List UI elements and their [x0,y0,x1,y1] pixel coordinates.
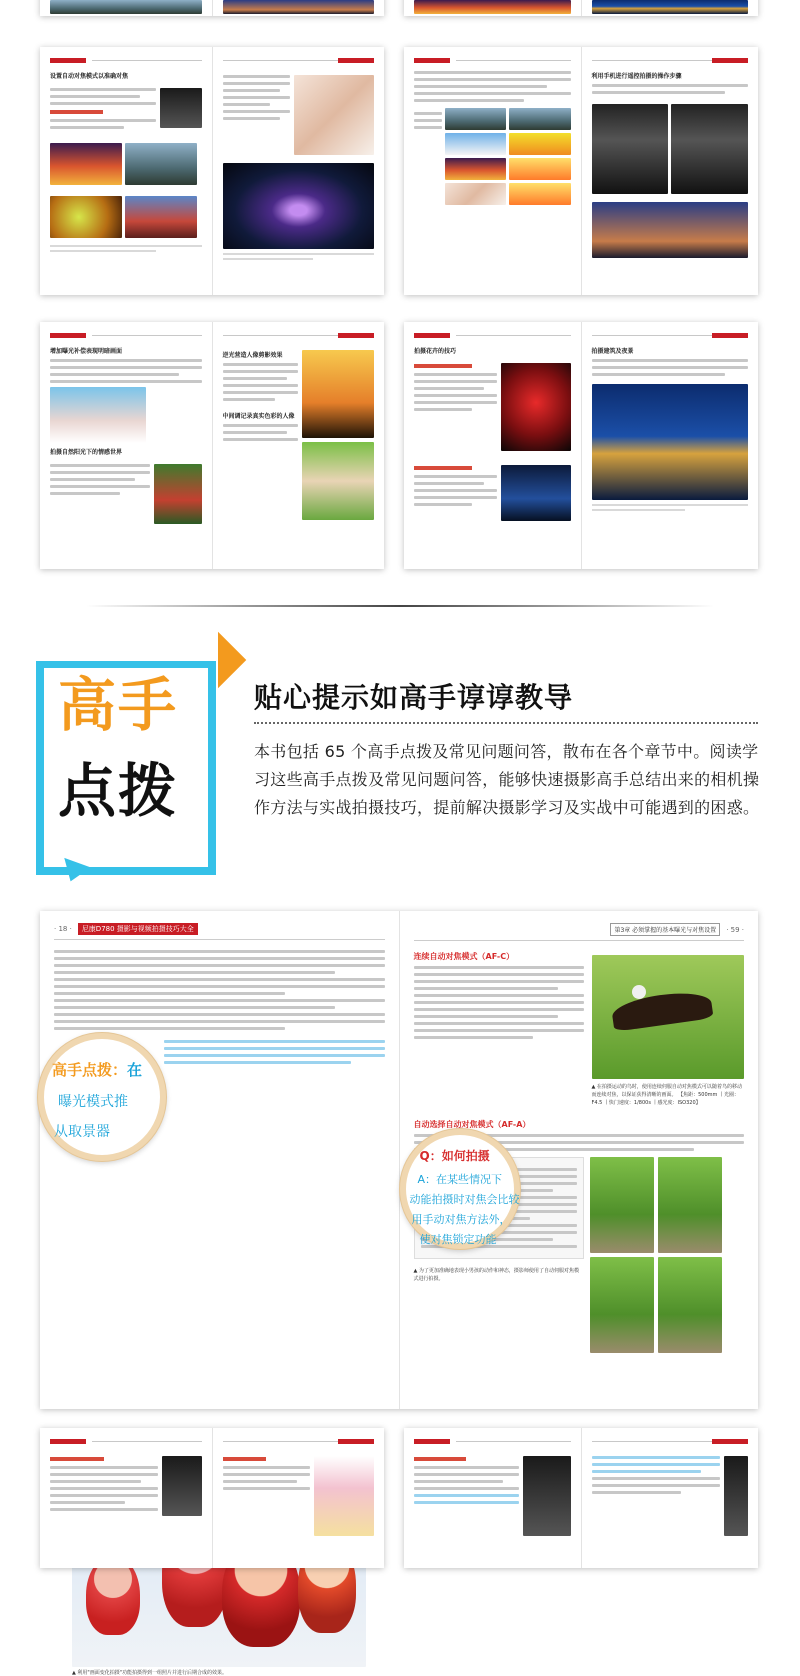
book-spread-remote-shoot [404,47,758,295]
phone-app-screen [592,104,669,194]
book-page-right [400,911,759,1409]
camera-lens-image [162,1456,202,1516]
girl-on-grass-photo [302,442,374,520]
qa-answer-line: A：在某些情况下 [417,1173,503,1186]
book-page [40,1428,213,1568]
tip-label: 高手点拨：在 [52,1061,143,1079]
night-scene-photo [592,202,749,258]
page-heading: 拍摄建筑及夜景 [591,348,634,355]
page-number: · 18 · [54,925,72,933]
book-header: 尼康D780 摄影与视频拍摄技巧大全 [78,923,198,935]
bike-caption: ▲ 为了更加准确地表现小男孩的动作和神态，摄影师使用了自动伺服对焦模式进行拍摄。 [413,1268,579,1282]
mountain-lake-photo [125,143,197,185]
page-heading: 逆光营造人像剪影效果 [222,352,283,359]
book-page-left [40,322,213,569]
baby-angel-photo [50,387,146,443]
page-heading: 拍摄花卉的技巧 [414,348,457,355]
book-spread-af-mode [40,47,384,295]
book-page [582,0,759,16]
boy-on-bike-photo [590,1157,654,1253]
book-page-left [404,322,582,569]
qa-answer-line: 动能拍摄时对焦会比较 [409,1193,520,1206]
dancer-silhouette-photo [302,350,374,438]
book-spread-exposure [40,322,384,569]
af-c-heading: 连续自动对焦模式（AF-C） [413,952,515,961]
tip-text-line: 从取景器 [54,1124,110,1140]
eagle-head [632,985,646,999]
eagle-photo [592,955,745,1079]
dotted-rule [254,722,758,724]
qa-question: Q：如何拍摄 [419,1149,490,1163]
book-page-left [40,47,213,295]
book-page-right [582,322,759,569]
sunset-photo [50,143,122,185]
book-spread-bottom-right [404,1428,758,1568]
phone-app-screen [671,104,748,194]
book-page-right [213,322,385,569]
eagle-shape [610,988,713,1032]
temple-photo [125,196,197,238]
page-heading: 拍摄自然阳光下的情感世界 [50,449,123,456]
book-page-right [213,47,385,295]
section-divider [86,605,714,607]
book-page-left [404,47,582,295]
boy-on-bike-photo [590,1257,654,1353]
af-a-heading: 自动选择自动对焦模式（AF-A） [413,1120,531,1129]
book-page [213,1428,385,1568]
book-page-right [582,47,759,295]
page-heading: 中间调记录真实色彩的人像 [222,413,295,420]
page-heading: 设置自动对焦模式以准确对焦 [50,73,129,80]
book-spread-bottom-left [40,1428,384,1568]
book-page [40,0,213,16]
tip-title-line1: 高手 [58,671,179,739]
book-spread-top-left-cut [40,0,384,16]
book-spread-top-right-cut [404,0,758,16]
qa-answer-line: 用手动对焦方法外， [411,1213,511,1226]
qa-answer-line: 使对焦锁定功能 [419,1233,497,1246]
light-diagram [314,1456,374,1536]
book-page [582,1428,759,1568]
macro-plant-photo [50,196,122,238]
tip-title-line2: 点拨 [58,757,179,825]
book-page [404,1428,582,1568]
page-heading: 增加曝光补偿表现明暗画面 [50,348,123,355]
boy-on-bike-photo [658,1257,722,1353]
portrait-photo [294,75,374,155]
dolls-caption: ▲ 利用"画面变化拍摄"功能拍摄得到一组照片并进行后期合成的效果。 [72,1670,228,1676]
camera-menu-screen [724,1456,748,1536]
red-rose-photo [501,363,571,451]
section-heading: 贴心提示如高手谆谆教导 [254,681,574,714]
book-spread-flowers [404,322,758,569]
book-page [404,0,582,16]
family-photo [154,464,202,524]
magnifier-qa-right [400,1129,520,1249]
section-description: 本书包括 65 个高手点拨及常见问题问答，散布在各个章节中。阅读学习这些高手点拨及常见问题问答，能够快速摄影高手总结出来的相机操作方法与实战拍摄技巧，提前解决摄影学习及实战中可能遇到的困惑。 [254,742,760,817]
boy-on-bike-photo [658,1157,722,1253]
page-number: · 59 · [726,925,744,934]
eagle-caption: ▲ 在拍摄运动的鸟时，使用连续伺服自动对焦模式可以随着鸟的移动而连续对焦，以保证获得清晰的画面。 【焦距：500mm 丨光圈：F4.5 丨快门速度：1/800s 丨感光度：ISO320】 [591,1084,742,1106]
chapter-header: 第3章 必须掌握的基本曝光与对焦设置 [610,923,720,936]
book-page [213,0,385,16]
tip-text-line: 曝光模式推 [58,1094,128,1110]
magnifier-tip-left [38,1033,166,1161]
page-heading: 利用手机进行遥控拍摄的操作步骤 [591,73,682,80]
light-painting-photo [223,163,375,249]
book-spread-detail [40,911,758,1676]
camera-screen-image [160,88,202,128]
camera-menu-screen [523,1456,571,1536]
book-page-left [40,911,400,1676]
dew-drops-photo [501,465,571,521]
city-night-reflection-photo [592,384,749,500]
